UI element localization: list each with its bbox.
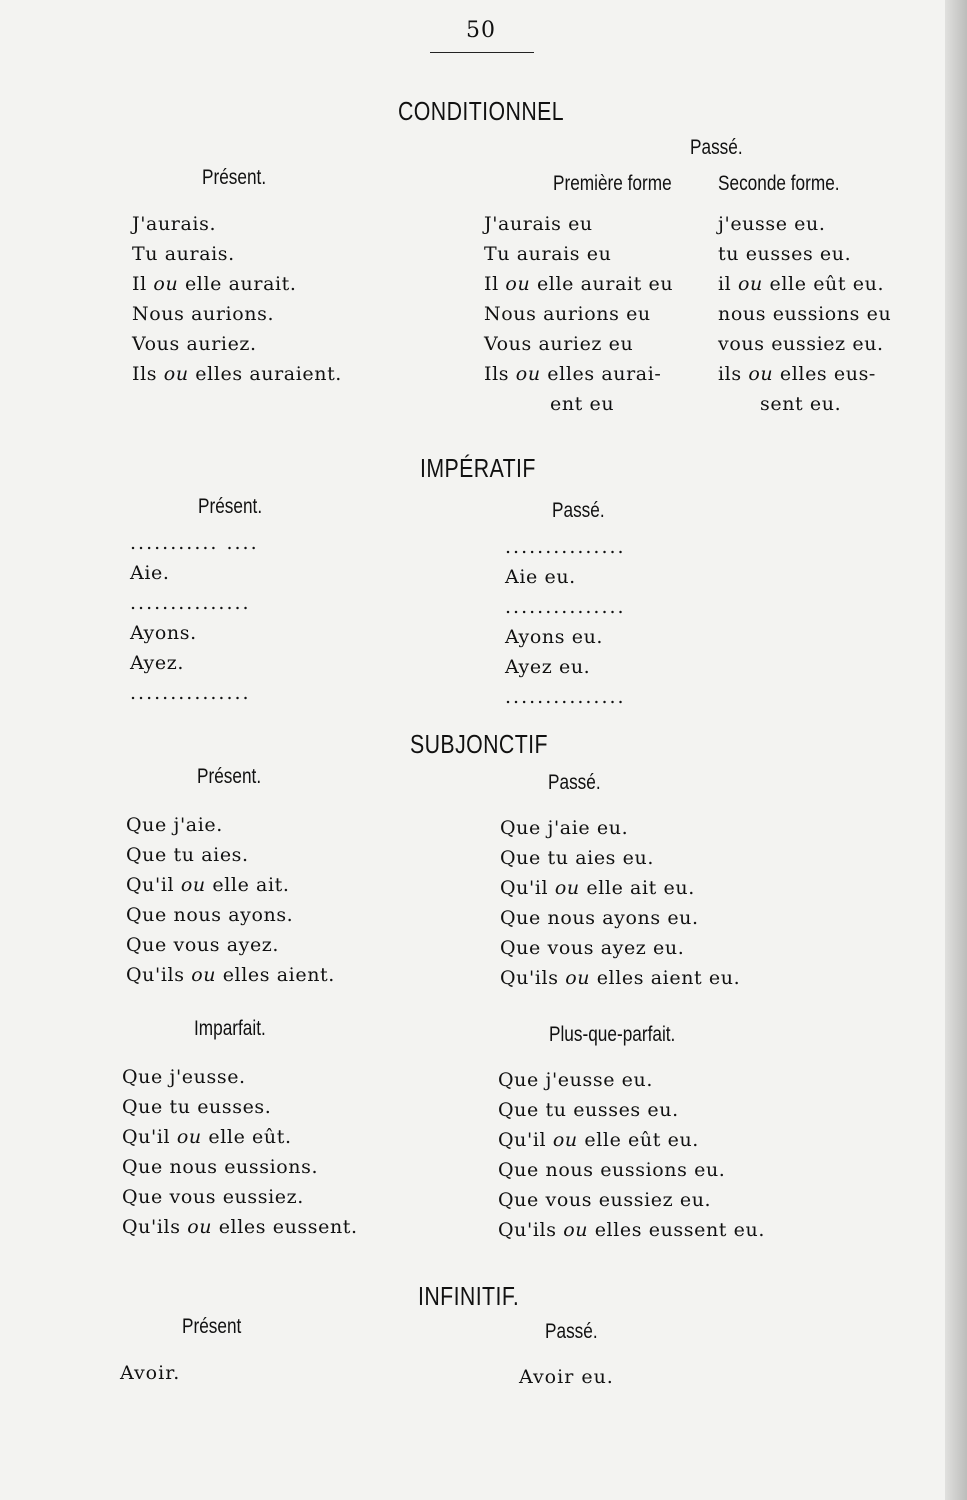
imperatif-passe-line: Ayons eu. xyxy=(505,626,604,648)
conditionnel-premiere-label: Première forme xyxy=(553,172,672,195)
infinitif-passe: Avoir eu. xyxy=(519,1366,614,1388)
subjonctif-present-line: Que vous ayez. xyxy=(126,934,280,956)
subjonctif-imparfait-line: Que nous eussions. xyxy=(122,1156,319,1178)
conjunction-ou: ou xyxy=(187,1216,213,1238)
subjonctif-present-line: Que tu aies. xyxy=(126,844,249,866)
subjonctif-present-line: Qu'ils ou elles aient. xyxy=(126,964,335,986)
conditionnel-premiere-line: Nous aurions eu xyxy=(484,303,651,325)
conditionnel-present-line: Tu aurais. xyxy=(132,243,235,265)
imperatif-passe-label: Passé. xyxy=(552,499,605,522)
infinitif-present-label: Présent xyxy=(182,1315,242,1338)
infinitif-present: Avoir. xyxy=(120,1362,181,1384)
subjonctif-present-line: Que nous ayons. xyxy=(126,904,294,926)
conjunction-ou: ou xyxy=(505,273,531,295)
conjunction-ou: ou xyxy=(748,363,774,385)
imperatif-present-line: ............... xyxy=(130,592,251,614)
conditionnel-present-label: Présent. xyxy=(202,166,267,189)
conjunction-ou: ou xyxy=(191,964,217,986)
imperatif-passe-line: ............... xyxy=(505,596,626,618)
conjunction-ou: ou xyxy=(554,877,580,899)
imperatif-present-line: Ayons. xyxy=(130,622,197,644)
subjonctif-present-line: Que j'aie. xyxy=(126,814,223,836)
subjonctif-pqp-line: Qu'il ou elle eût eu. xyxy=(498,1129,699,1151)
conditionnel-present-line: Nous aurions. xyxy=(132,303,275,325)
conditionnel-seconde-list xyxy=(718,209,891,419)
imperatif-passe-line: Ayez eu. xyxy=(505,656,591,678)
subjonctif-pqp-list xyxy=(498,1065,765,1245)
subjonctif-imparfait-line: Que vous eussiez. xyxy=(122,1186,304,1208)
conditionnel-premiere-line: Tu aurais eu xyxy=(484,243,612,265)
subjonctif-pqp-line: Qu'ils ou elles eussent eu. xyxy=(498,1219,766,1241)
conditionnel-present-line: J'aurais. xyxy=(132,213,217,235)
subjonctif-passe-line: Que nous ayons eu. xyxy=(500,907,699,929)
page-number-rule xyxy=(430,52,534,53)
subjonctif-present-list xyxy=(126,810,335,990)
imperatif-present-list xyxy=(130,528,259,708)
conditionnel-seconde-line: tu eusses eu. xyxy=(718,243,852,265)
conjunction-ou: ou xyxy=(180,874,206,896)
infinitif-passe-label: Passé. xyxy=(545,1320,598,1343)
conditionnel-passe-label: Passé. xyxy=(690,136,743,159)
imperatif-present-line: Ayez. xyxy=(130,652,184,674)
conditionnel-present-line: Vous auriez. xyxy=(132,333,257,355)
imperatif-passe-list xyxy=(505,532,626,712)
conditionnel-present-list xyxy=(132,209,342,389)
conditionnel-premiere-line: Ils ou elles aurai- xyxy=(484,363,662,385)
conjunction-ou: ou xyxy=(515,363,541,385)
subjonctif-pqp-line: Que tu eusses eu. xyxy=(498,1099,679,1121)
imperatif-present-line: ........... .... xyxy=(130,532,259,554)
conditionnel-premiere-list xyxy=(484,209,673,419)
conditionnel-seconde-line: nous eussions eu xyxy=(718,303,892,325)
conditionnel-seconde-line: ils ou elles eus- xyxy=(718,363,876,385)
conditionnel-present-line: Il ou elle aurait. xyxy=(132,273,297,295)
subjonctif-pqp-line: Que j'eusse eu. xyxy=(498,1069,653,1091)
conjunction-ou: ou xyxy=(565,967,591,989)
subjonctif-passe-line: Qu'ils ou elles aient eu. xyxy=(500,967,741,989)
imperatif-present-line: Aie. xyxy=(130,562,170,584)
subjonctif-pqp-label: Plus-que-parfait. xyxy=(549,1023,676,1046)
imperatif-title: IMPÉRATIF xyxy=(420,453,536,483)
imperatif-passe-line: Aie eu. xyxy=(505,566,576,588)
conditionnel-present-line: Ils ou elles auraient. xyxy=(132,363,342,385)
conditionnel-seconde-label: Seconde forme. xyxy=(718,172,840,195)
conditionnel-premiere-line: Vous auriez eu xyxy=(484,333,634,355)
conditionnel-premiere-line: ent eu xyxy=(550,393,615,415)
subjonctif-title: SUBJONCTIF xyxy=(410,729,548,759)
subjonctif-passe-line: Qu'il ou elle ait eu. xyxy=(500,877,695,899)
subjonctif-pqp-line: Que nous eussions eu. xyxy=(498,1159,726,1181)
subjonctif-imparfait-label: Imparfait. xyxy=(194,1017,266,1040)
subjonctif-passe-line: Que tu aies eu. xyxy=(500,847,654,869)
conditionnel-seconde-line: il ou elle eût eu. xyxy=(718,273,885,295)
conditionnel-premiere-line: Il ou elle aurait eu xyxy=(484,273,674,295)
conjunction-ou: ou xyxy=(552,1129,578,1151)
subjonctif-passe-line: Que vous ayez eu. xyxy=(500,937,685,959)
page-number: 50 xyxy=(466,18,496,43)
imperatif-passe-line: ............... xyxy=(505,686,626,708)
conjunction-ou: ou xyxy=(738,273,763,295)
conditionnel-premiere-line: J'aurais eu xyxy=(484,213,593,235)
infinitif-title: INFINITIF. xyxy=(418,1281,520,1311)
conjunction-ou: ou xyxy=(176,1126,202,1148)
imperatif-passe-line: ............... xyxy=(505,536,626,558)
conditionnel-seconde-line: j'eusse eu. xyxy=(718,213,826,235)
subjonctif-passe-list xyxy=(500,813,740,993)
imperatif-present-line: ............... xyxy=(130,682,251,704)
subjonctif-imparfait-line: Qu'il ou elle eût. xyxy=(122,1126,292,1148)
conditionnel-title: CONDITIONNEL xyxy=(398,96,565,126)
conjunction-ou: ou xyxy=(153,273,179,295)
subjonctif-pqp-line: Que vous eussiez eu. xyxy=(498,1189,712,1211)
conditionnel-seconde-line: vous eussiez eu. xyxy=(718,333,884,355)
subjonctif-passe-line: Que j'aie eu. xyxy=(500,817,629,839)
subjonctif-imparfait-line: Que tu eusses. xyxy=(122,1096,272,1118)
subjonctif-present-label: Présent. xyxy=(197,765,262,788)
page-edge xyxy=(945,0,967,1500)
imperatif-present-label: Présent. xyxy=(198,495,263,518)
conditionnel-seconde-line: sent eu. xyxy=(760,393,842,415)
conjunction-ou: ou xyxy=(563,1219,589,1241)
subjonctif-imparfait-line: Qu'ils ou elles eussent. xyxy=(122,1216,358,1238)
subjonctif-passe-label: Passé. xyxy=(548,771,601,794)
subjonctif-present-line: Qu'il ou elle ait. xyxy=(126,874,290,896)
subjonctif-imparfait-list xyxy=(122,1062,358,1242)
conjunction-ou: ou xyxy=(163,363,189,385)
subjonctif-imparfait-line: Que j'eusse. xyxy=(122,1066,246,1088)
